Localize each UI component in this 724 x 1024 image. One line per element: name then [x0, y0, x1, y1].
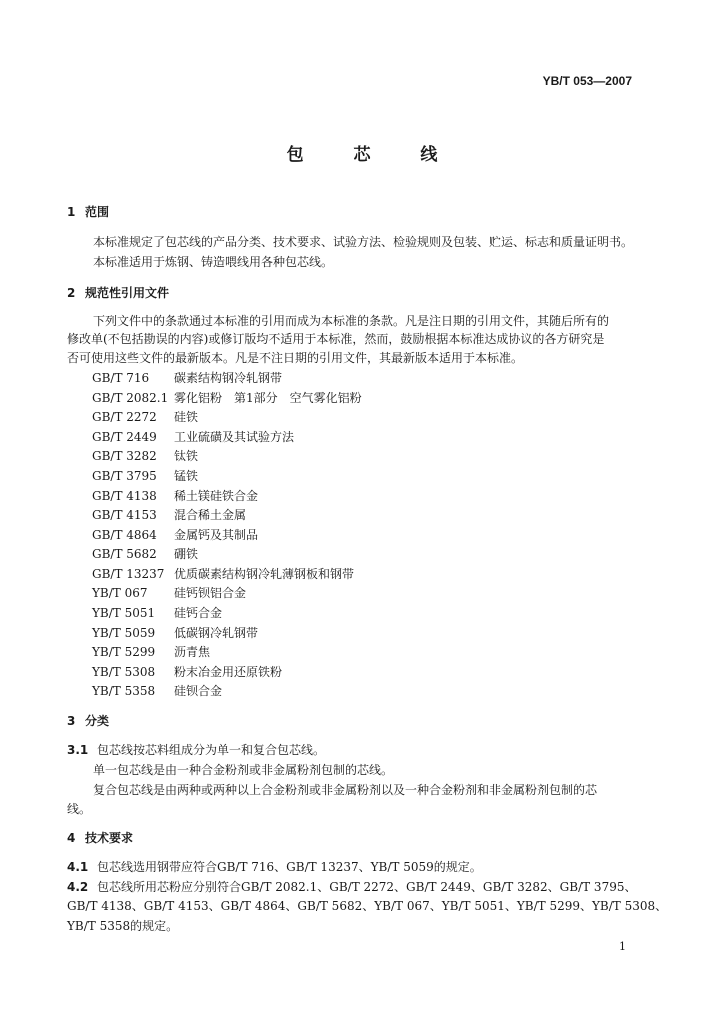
reference-item: GB/T 2082.1 雾化铝粉 第1部分 空气雾化铝粉: [92, 391, 362, 405]
paragraph: 本标准规定了包芯线的产品分类、技术要求、试验方法、检验规则及包装、贮运、标志和质量证明书。: [93, 235, 634, 249]
section-3-heading: 3 分类: [67, 714, 110, 728]
reference-item: GB/T 3795 锰铁: [92, 469, 199, 483]
standard-number: YB/T 053—2007: [542, 74, 632, 88]
reference-item: YB/T 5051 硅钙合金: [92, 606, 223, 620]
reference-item: YB/T 5308 粉末冶金用还原铁粉: [92, 665, 283, 679]
reference-item: GB/T 13237 优质碳素结构钢冷轧薄钢板和钢带: [92, 567, 355, 581]
page-number: 1: [619, 940, 626, 953]
reference-item: GB/T 2449 工业硫磺及其试验方法: [92, 430, 295, 444]
paragraph: 修改单(不包括勘误的内容)或修订版均不适用于本标准，然而，鼓励根据本标准达成协议的各方研究是: [67, 332, 605, 346]
section-4-heading: 4 技术要求: [67, 831, 134, 845]
paragraph: 下列文件中的条款通过本标准的引用而成为本标准的条款。凡是注日期的引用文件，其随后所有的: [93, 314, 610, 328]
section-1-heading: 1 范围: [67, 205, 110, 219]
section-2-heading: 2 规范性引用文件: [67, 286, 170, 300]
paragraph: 本标准适用于炼钢、铸造喂线用各种包芯线。: [93, 255, 334, 269]
paragraph: 复合包芯线是由两种或两种以上合金粉剂或非金属粉剂以及一种合金粉剂和非金属粉剂包制的芯: [93, 783, 598, 797]
reference-item: GB/T 5682 硼铁: [92, 547, 199, 561]
paragraph: 线。: [67, 802, 92, 816]
reference-item: YB/T 067 硅钙钡铝合金: [92, 586, 247, 600]
paragraph: GB/T 4138、GB/T 4153、GB/T 4864、GB/T 5682、YB/T 067、YB/T 5051、YB/T 5299、YB/T 5308、: [67, 899, 668, 913]
reference-item: GB/T 3282 钛铁: [92, 449, 199, 463]
paragraph: 单一包芯线是由一种合金粉剂或非金属粉剂包制的芯线。: [93, 763, 394, 777]
reference-item: GB/T 716 碳素结构钢冷轧钢带: [92, 371, 283, 385]
reference-item: GB/T 4153 混合稀土金属: [92, 508, 247, 522]
clause-3-1: 3.1 包芯线按芯料组成分为单一和复合包芯线。: [67, 743, 326, 757]
page-title: 包 芯 线: [286, 145, 460, 165]
reference-item: GB/T 4864 金属钙及其制品: [92, 528, 259, 542]
clause-4-1: 4.1 包芯线选用钢带应符合GB/T 716、GB/T 13237、YB/T 5059的规定。: [67, 860, 482, 874]
reference-item: GB/T 4138 稀土镁硅铁合金: [92, 489, 259, 503]
paragraph: YB/T 5358的规定。: [67, 919, 179, 933]
reference-item: GB/T 2272 硅铁: [92, 410, 199, 424]
reference-item: YB/T 5358 硅钡合金: [92, 684, 223, 698]
clause-4-2: 4.2 包芯线所用芯粉应分别符合GB/T 2082.1、GB/T 2272、GB/T 2449、GB/T 3282、GB/T 3795、: [67, 880, 637, 894]
reference-item: YB/T 5059 低碳钢冷轧钢带: [92, 626, 259, 640]
reference-item: YB/T 5299 沥青焦: [92, 645, 211, 659]
paragraph: 否可使用这些文件的最新版本。凡是不注日期的引用文件，其最新版本适用于本标准。: [67, 351, 524, 365]
